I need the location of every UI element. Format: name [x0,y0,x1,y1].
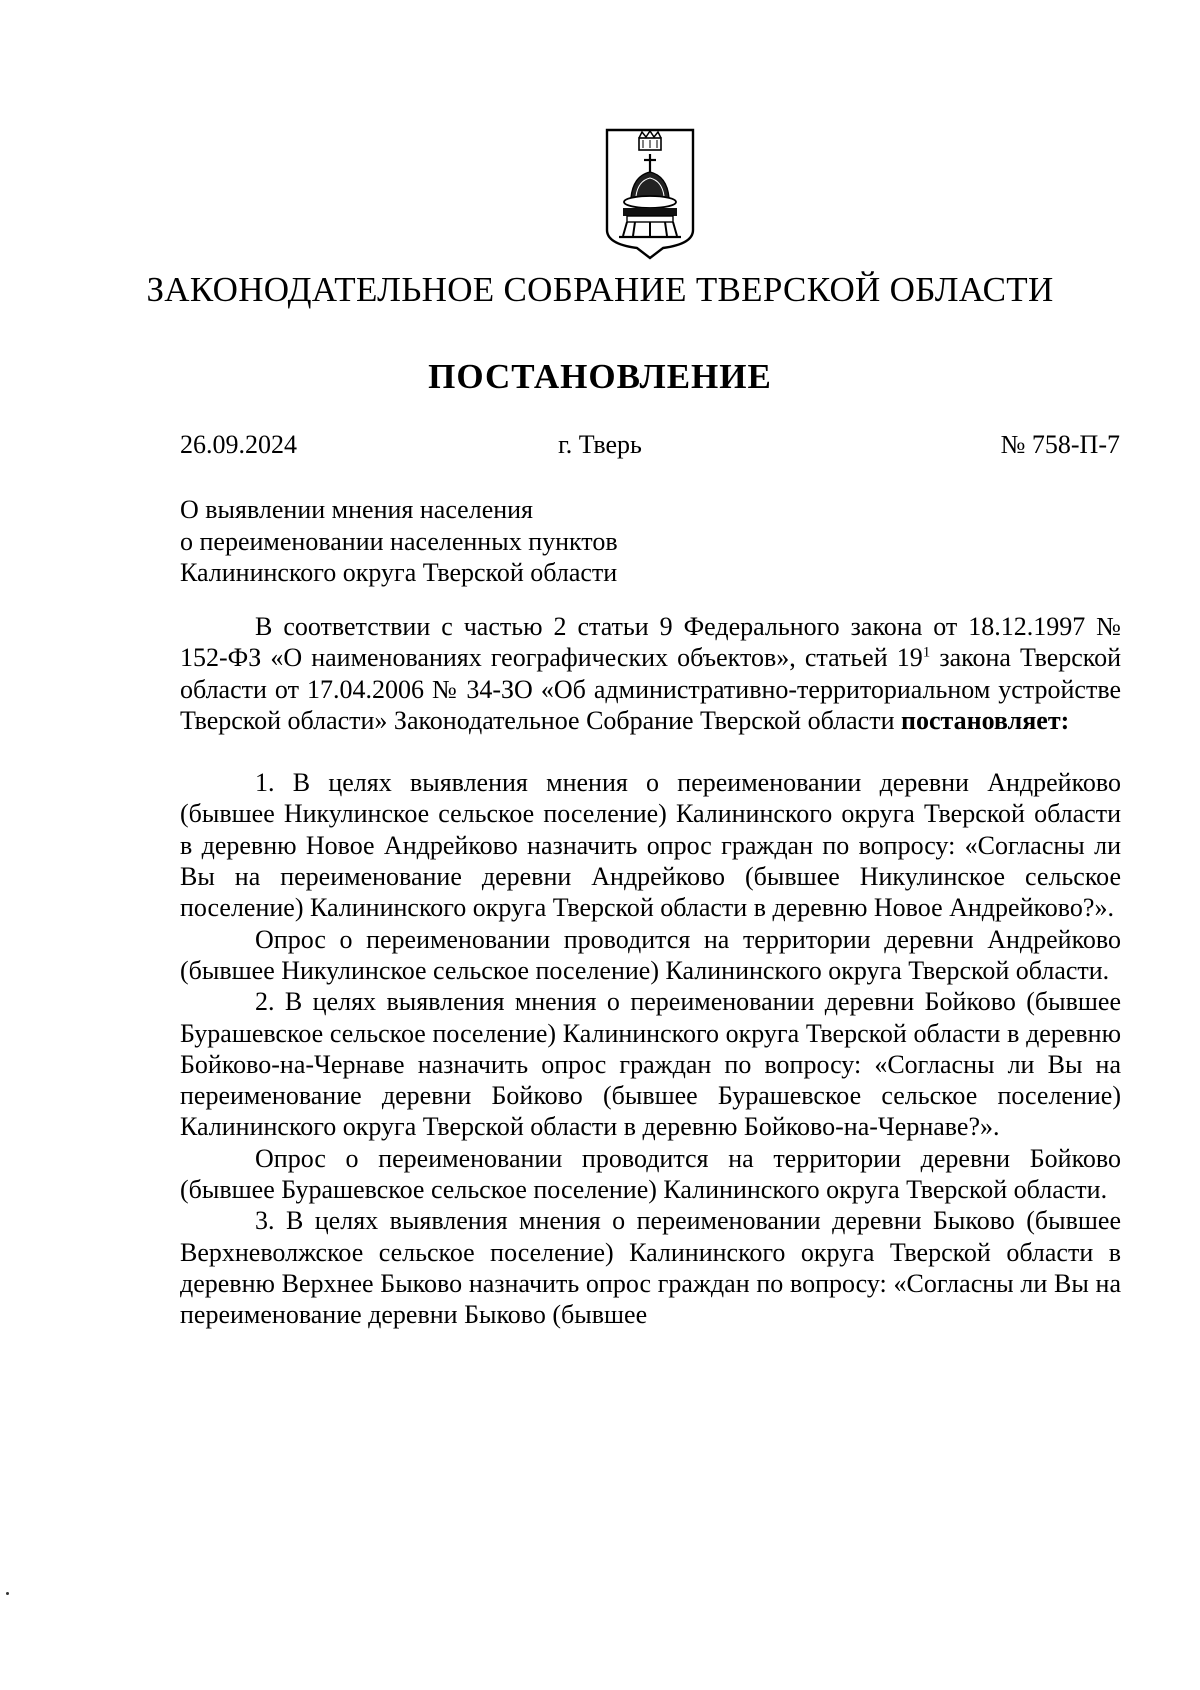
document-number: № 758-П-7 [1000,430,1120,459]
item-paragraph-1: 1. В целях выявления мнения о переименовании деревни Андрейково (бывшее Никулинское сельское поселение) Калининского округа Тверской области в деревню Новое Андрейково назначить опрос граждан по вопросу: «Согласны ли Вы на переименование деревни Андрейково (бывшее Никулинское сельское поселение) Калининского округа Тверской области в деревню Новое Андрейково?». [180,768,1121,923]
document-date: 26.09.2024 [180,430,297,459]
organization-title: ЗАКОНОДАТЕЛЬНОЕ СОБРАНИЕ ТВЕРСКОЙ ОБЛАСТИ [146,270,1054,309]
document-city: г. Тверь [558,430,642,459]
preamble-paragraph [180,611,1121,736]
document-type-heading: ПОСТАНОВЛЕНИЕ [428,357,772,396]
article-superscript: 1 [922,644,931,661]
item-paragraph-1-survey: Опрос о переименовании проводится на территории деревни Андрейково (бывшее Никулинское сельское поселение) Калининского округа Тверской области. [180,924,1121,985]
subject-line: Калининского округа Тверской области [180,558,618,587]
scan-artifact-dot [6,1592,9,1595]
preamble-text: В соответствии с частью 2 статьи 9 Федерального закона от 18.12.1997 № 152-ФЗ «О наименованиях географических объектов», статьей 19 [180,612,1121,673]
document-subject [180,494,780,589]
item-paragraph-3: 3. В целях выявления мнения о переименовании деревни Быково (бывшее Верхневолжское сельское поселение) Калининского округа Тверской области в деревню Верхнее Быково назначить опрос граждан по вопросу: «Согласны ли Вы на переименование деревни Быково (бывшее [180,1206,1121,1330]
subject-line: О выявлении мнения населения [180,495,534,524]
tver-coat-of-arms-icon [603,126,697,260]
item-paragraph-2: 2. В целях выявления мнения о переименовании деревни Бойково (бывшее Бурашевское сельское поселение) Калининского округа Тверской области в деревню Бойково-на-Чернаве назначить опрос граждан по вопросу: «Согласны ли Вы на переименование деревни Бойково (бывшее Бурашевское сельское поселение) Калининского округа Тверской области в деревню Бойково-на-Чернаве?». [180,987,1121,1142]
preamble-text: закона Тверской области от 17.04.2006 № 34-ЗО «Об административно-территориальном устройстве Тверской области» Законодательное Собрание Тверской области [180,643,1122,735]
resolves-keyword: постановляет: [900,705,1070,735]
subject-line: о переименовании населенных пунктов [180,526,618,556]
document-body [180,611,1121,1331]
item-paragraph-2-survey: Опрос о переименовании проводится на территории деревни Бойково (бывшее Бурашевское сельское поселение) Калининского округа Тверской области. [180,1143,1121,1205]
